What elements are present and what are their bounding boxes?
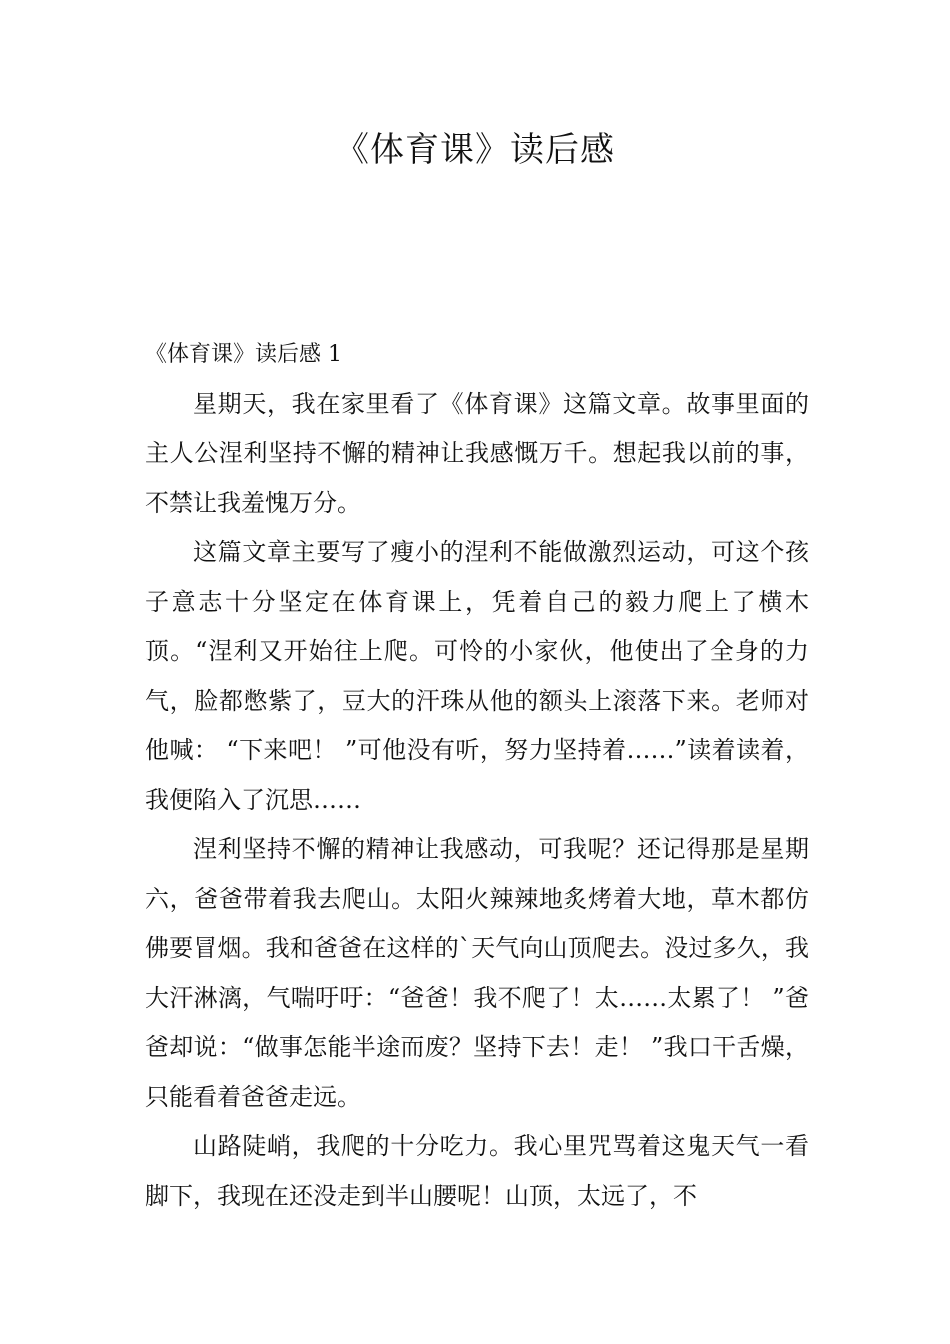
document-body	[145, 330, 809, 1221]
section-heading: 《体育课》读后感 1	[145, 342, 342, 367]
paragraph: 这篇文章主要写了瘦小的涅利不能做激烈运动，可这个孩子意志十分坚定在体育课上，凭着自己的毅力爬上了横木顶。“涅利又开始往上爬。可怜的小家伙，他使出了全身的力气，脸都憋紫了，豆大的汗珠从他的额头上滚落下来。老师对他喊： “下来吧！ ”可他没有听，努力坚持着……”读着读着，我便陷入了沉思……	[145, 538, 809, 814]
paragraph: 涅利坚持不懈的精神让我感动，可我呢？还记得那是星期六，爸爸带着我去爬山。太阳火辣辣地炙烤着大地，草木都仿佛要冒烟。我和爸爸在这样的`天气向山顶爬去。没过多久，我大汗淋漓，气喘吁吁：“爸爸！我不爬了！太……太累了！ ”爸爸却说：“做事怎能半途而废？坚持下去！走！ ”我口干舌燥，只能看着爸爸走远。	[145, 835, 809, 1111]
paragraph: 星期天，我在家里看了《体育课》这篇文章。故事里面的主人公涅利坚持不懈的精神让我感慨万千。想起我以前的事，不禁让我羞愧万分。	[145, 389, 809, 517]
document-title: 《体育课》读后感	[335, 130, 615, 170]
paragraph: 山路陡峭，我爬的十分吃力。我心里咒骂着这鬼天气一看脚下，我现在还没走到半山腰呢！山顶，太远了，不	[145, 1132, 809, 1210]
